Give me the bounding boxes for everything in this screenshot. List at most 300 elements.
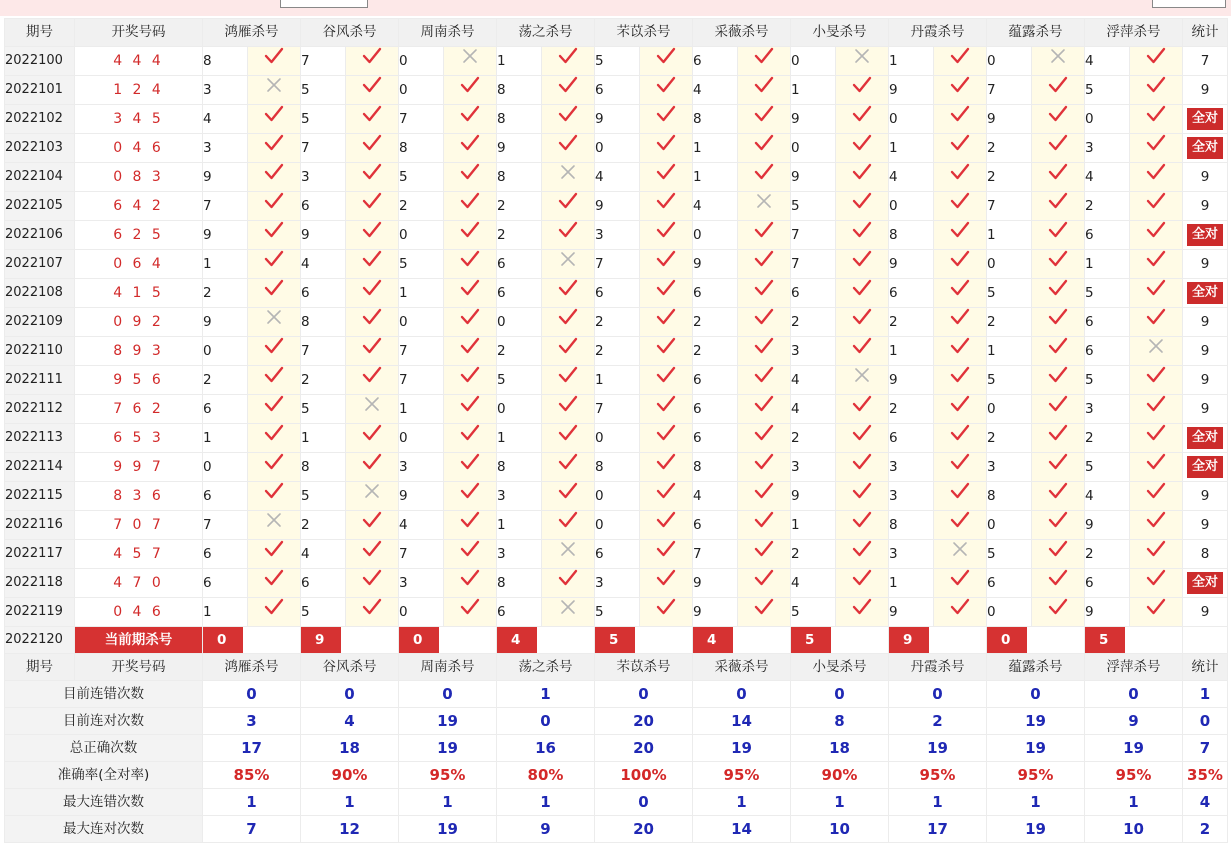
check-icon xyxy=(656,489,676,504)
miss-mark-cell xyxy=(346,482,399,511)
hit-mark-cell xyxy=(346,134,399,163)
col-draw-header: 开奖号码 xyxy=(75,654,203,681)
summary-stat-value: 0 xyxy=(1183,708,1228,735)
kill-number-cell: 9 xyxy=(889,250,934,279)
issue-cell: 2022114 xyxy=(5,453,75,482)
hit-mark-cell xyxy=(444,511,497,540)
hit-mark-cell xyxy=(738,540,791,569)
current-kill-number: 4 xyxy=(497,627,537,653)
kill-number-cell: 4 xyxy=(693,76,738,105)
hit-mark-cell xyxy=(738,250,791,279)
current-row xyxy=(5,627,1228,654)
kill-number-cell: 8 xyxy=(497,163,542,192)
draw-number-cell: 4 5 7 xyxy=(75,540,203,569)
draw-number-cell: 4 7 0 xyxy=(75,569,203,598)
col-expert-header[interactable]: 周南杀号 xyxy=(399,19,497,47)
kill-number-cell: 5 xyxy=(1085,279,1130,308)
kill-number-cell: 2 xyxy=(791,540,836,569)
all-right-badge: 全对 xyxy=(1187,224,1223,246)
kill-number-cell: 3 xyxy=(889,482,934,511)
check-icon xyxy=(656,112,676,127)
hit-mark-cell xyxy=(1130,221,1183,250)
kill-number-cell: 1 xyxy=(791,76,836,105)
miss-mark-cell xyxy=(346,395,399,424)
summary-value: 0 xyxy=(791,681,889,708)
kill-number-cell: 6 xyxy=(693,424,738,453)
check-icon xyxy=(558,489,578,504)
kill-number-cell: 6 xyxy=(301,192,346,221)
table-row xyxy=(5,105,1228,134)
kill-number-cell: 6 xyxy=(203,482,248,511)
hit-mark-cell xyxy=(346,366,399,395)
kill-number-cell: 5 xyxy=(399,163,444,192)
check-icon xyxy=(558,460,578,475)
miss-mark-cell xyxy=(248,511,301,540)
kill-number-cell: 6 xyxy=(693,366,738,395)
summary-value: 19 xyxy=(399,735,497,762)
draw-number-cell: 7 0 7 xyxy=(75,511,203,540)
kill-number-cell: 1 xyxy=(399,395,444,424)
check-icon xyxy=(754,170,774,185)
current-kill-cell xyxy=(987,627,1085,654)
check-icon xyxy=(362,576,382,591)
current-kill-cell xyxy=(399,627,497,654)
check-icon xyxy=(656,431,676,446)
summary-value: 95% xyxy=(1085,762,1183,789)
hit-mark-cell xyxy=(346,453,399,482)
kill-number-cell: 0 xyxy=(203,337,248,366)
kill-number-cell: 2 xyxy=(595,308,640,337)
kill-number-cell: 6 xyxy=(301,569,346,598)
summary-value: 18 xyxy=(301,735,399,762)
summary-value: 0 xyxy=(399,681,497,708)
summary-label: 总正确次数 xyxy=(5,735,203,762)
hit-mark-cell xyxy=(542,221,595,250)
kill-number-cell: 9 xyxy=(301,221,346,250)
hit-mark-cell xyxy=(542,395,595,424)
summary-value: 3 xyxy=(203,708,301,735)
top-toolbar-strip xyxy=(0,0,1231,16)
hit-mark-cell xyxy=(542,366,595,395)
kill-number-cell: 6 xyxy=(595,540,640,569)
check-icon xyxy=(460,286,480,301)
hit-mark-cell xyxy=(1032,453,1085,482)
hit-mark-cell xyxy=(248,482,301,511)
hit-mark-cell xyxy=(1130,482,1183,511)
summary-value: 20 xyxy=(595,816,693,843)
kill-number-cell: 0 xyxy=(595,482,640,511)
current-kill-cell xyxy=(203,627,301,654)
summary-value: 90% xyxy=(791,762,889,789)
summary-section xyxy=(5,654,1228,681)
kill-number-cell: 3 xyxy=(595,221,640,250)
check-icon xyxy=(852,431,872,446)
kill-number-cell: 6 xyxy=(987,569,1032,598)
draw-number-cell: 0 9 2 xyxy=(75,308,203,337)
kill-number-cell: 9 xyxy=(497,134,542,163)
hit-mark-cell xyxy=(738,424,791,453)
hit-mark-cell xyxy=(1032,569,1085,598)
stat-cell xyxy=(1183,424,1228,453)
kill-number-cell: 1 xyxy=(497,424,542,453)
check-icon xyxy=(362,112,382,127)
table-row xyxy=(5,511,1228,540)
hit-mark-cell xyxy=(934,279,987,308)
current-kill-cell xyxy=(693,627,791,654)
summary-value: 1 xyxy=(301,789,399,816)
summary-label: 最大连对次数 xyxy=(5,816,203,843)
period-select[interactable] xyxy=(280,0,368,8)
summary-row xyxy=(5,816,1228,843)
check-icon xyxy=(754,257,774,272)
kill-number-cell: 1 xyxy=(203,598,248,627)
miss-mark-cell xyxy=(836,366,889,395)
kill-number-cell: 2 xyxy=(399,192,444,221)
check-icon xyxy=(950,315,970,330)
summary-value: 95% xyxy=(987,762,1085,789)
kill-number-cell: 5 xyxy=(301,105,346,134)
check-icon xyxy=(460,257,480,272)
stat-cell xyxy=(1183,453,1228,482)
col-expert-header[interactable]: 丹霞杀号 xyxy=(889,19,987,47)
summary-value: 1 xyxy=(399,789,497,816)
kill-number-cell: 3 xyxy=(399,453,444,482)
check-icon xyxy=(754,373,774,388)
hit-mark-cell xyxy=(836,250,889,279)
kill-number-cell: 0 xyxy=(399,76,444,105)
check-icon xyxy=(558,199,578,214)
check-icon xyxy=(460,83,480,98)
kill-number-cell: 7 xyxy=(203,511,248,540)
table-row xyxy=(5,221,1228,250)
kill-number-cell: 1 xyxy=(1085,250,1130,279)
hit-mark-cell xyxy=(248,279,301,308)
draw-number-cell: 0 4 6 xyxy=(75,598,203,627)
all-right-badge: 全对 xyxy=(1187,137,1223,159)
kill-number-cell: 2 xyxy=(693,308,738,337)
kill-number-cell: 3 xyxy=(595,569,640,598)
kill-number-cell: 3 xyxy=(399,569,444,598)
current-kill-number: 0 xyxy=(987,627,1027,653)
check-icon xyxy=(1146,431,1166,446)
check-icon xyxy=(362,141,382,156)
hit-mark-cell xyxy=(738,569,791,598)
hit-mark-cell xyxy=(444,76,497,105)
kill-number-cell: 0 xyxy=(987,511,1032,540)
kill-number-cell: 3 xyxy=(203,134,248,163)
hit-mark-cell xyxy=(1032,76,1085,105)
hit-mark-cell xyxy=(444,250,497,279)
table-row xyxy=(5,134,1228,163)
kill-number-cell: 5 xyxy=(301,482,346,511)
stat-cell: 9 xyxy=(1183,337,1228,366)
miss-mark-cell xyxy=(738,192,791,221)
check-icon xyxy=(460,141,480,156)
check-icon xyxy=(558,112,578,127)
kill-number-cell: 7 xyxy=(301,47,346,76)
check-icon xyxy=(362,460,382,475)
hit-mark-cell xyxy=(1130,395,1183,424)
cross-icon xyxy=(364,488,380,503)
draw-number-cell: 4 1 5 xyxy=(75,279,203,308)
check-icon xyxy=(656,518,676,533)
kill-number-cell: 0 xyxy=(1085,105,1130,134)
kill-number-cell: 7 xyxy=(791,221,836,250)
kill-number-cell: 7 xyxy=(791,250,836,279)
col-expert-header[interactable]: 小旻杀号 xyxy=(791,19,889,47)
col-expert-header: 丹霞杀号 xyxy=(889,654,987,681)
current-kill-number: 0 xyxy=(399,627,439,653)
check-icon xyxy=(264,402,284,417)
kill-number-cell: 7 xyxy=(399,366,444,395)
kill-number-cell: 0 xyxy=(497,395,542,424)
hit-mark-cell xyxy=(248,424,301,453)
hit-mark-cell xyxy=(248,395,301,424)
kill-number-cell: 1 xyxy=(595,366,640,395)
col-expert-header[interactable]: 采薇杀号 xyxy=(693,19,791,47)
hit-mark-cell xyxy=(640,366,693,395)
kill-number-cell: 4 xyxy=(1085,47,1130,76)
table-row xyxy=(5,308,1228,337)
kill-number-cell: 7 xyxy=(301,134,346,163)
check-icon xyxy=(264,373,284,388)
summary-value: 0 xyxy=(497,708,595,735)
kill-number-cell: 3 xyxy=(301,163,346,192)
kill-number-cell: 4 xyxy=(203,105,248,134)
hit-mark-cell xyxy=(934,337,987,366)
check-icon xyxy=(852,402,872,417)
kill-number-cell: 6 xyxy=(203,395,248,424)
kill-number-cell: 0 xyxy=(399,598,444,627)
table-row xyxy=(5,395,1228,424)
check-icon xyxy=(460,576,480,591)
kill-number-cell: 4 xyxy=(791,569,836,598)
check-icon xyxy=(362,257,382,272)
issue-cell: 2022106 xyxy=(5,221,75,250)
hit-mark-cell xyxy=(1032,395,1085,424)
current-kill-number: 5 xyxy=(1085,627,1125,653)
kill-number-cell: 6 xyxy=(693,279,738,308)
hit-mark-cell xyxy=(1130,569,1183,598)
kill-number-cell: 5 xyxy=(1085,366,1130,395)
kill-number-cell: 1 xyxy=(203,250,248,279)
kill-number-cell: 0 xyxy=(595,134,640,163)
check-icon xyxy=(950,489,970,504)
hit-mark-cell xyxy=(248,598,301,627)
summary-row xyxy=(5,789,1228,816)
summary-value: 0 xyxy=(987,681,1085,708)
issue-cell: 2022103 xyxy=(5,134,75,163)
col-expert-header[interactable]: 荡之杀号 xyxy=(497,19,595,47)
hit-mark-cell xyxy=(542,105,595,134)
check-icon xyxy=(264,199,284,214)
hit-mark-cell xyxy=(836,105,889,134)
hit-mark-cell xyxy=(640,511,693,540)
check-icon xyxy=(558,315,578,330)
kill-number-cell: 5 xyxy=(1085,453,1130,482)
current-kill-number: 5 xyxy=(791,627,831,653)
kill-number-cell: 6 xyxy=(497,598,542,627)
col-expert-header[interactable]: 蕴露杀号 xyxy=(987,19,1085,47)
summary-value: 9 xyxy=(1085,708,1183,735)
check-icon xyxy=(656,576,676,591)
hit-mark-cell xyxy=(934,192,987,221)
issue-cell: 2022102 xyxy=(5,105,75,134)
check-icon xyxy=(1048,373,1068,388)
col-expert-header[interactable]: 芣苡杀号 xyxy=(595,19,693,47)
col-expert-header: 芣苡杀号 xyxy=(595,654,693,681)
check-icon xyxy=(950,373,970,388)
check-icon xyxy=(852,257,872,272)
summary-value: 0 xyxy=(1085,681,1183,708)
hit-mark-cell xyxy=(640,482,693,511)
hit-mark-cell xyxy=(248,47,301,76)
kill-number-cell: 7 xyxy=(399,337,444,366)
hit-mark-cell xyxy=(1130,192,1183,221)
hit-mark-cell xyxy=(738,453,791,482)
issue-cell: 2022111 xyxy=(5,366,75,395)
kill-number-cell: 6 xyxy=(693,395,738,424)
summary-stat-value: 7 xyxy=(1183,735,1228,762)
hit-mark-cell xyxy=(346,540,399,569)
kill-number-cell: 1 xyxy=(203,424,248,453)
summary-value: 19 xyxy=(987,735,1085,762)
check-icon xyxy=(362,431,382,446)
col-expert-header: 浮萍杀号 xyxy=(1085,654,1183,681)
col-expert-header[interactable]: 浮萍杀号 xyxy=(1085,19,1183,47)
check-icon xyxy=(558,141,578,156)
kill-number-cell: 3 xyxy=(791,453,836,482)
summary-value: 10 xyxy=(1085,816,1183,843)
kill-number-cell: 9 xyxy=(791,482,836,511)
check-icon xyxy=(1048,518,1068,533)
hit-mark-cell xyxy=(640,192,693,221)
hit-mark-cell xyxy=(248,134,301,163)
check-icon xyxy=(558,518,578,533)
hit-mark-cell xyxy=(836,192,889,221)
kill-number-cell: 4 xyxy=(1085,482,1130,511)
check-icon xyxy=(852,547,872,562)
hit-mark-cell xyxy=(640,540,693,569)
hit-mark-cell xyxy=(1032,221,1085,250)
stat-cell: 9 xyxy=(1183,511,1228,540)
kill-number-cell: 8 xyxy=(889,221,934,250)
col-issue-header: 期号 xyxy=(5,654,75,681)
current-kill-number: 9 xyxy=(301,627,341,653)
current-period xyxy=(5,627,1228,654)
kill-number-cell: 9 xyxy=(693,598,738,627)
issue-cell: 2022109 xyxy=(5,308,75,337)
summary-value: 20 xyxy=(595,708,693,735)
summary-value: 18 xyxy=(791,735,889,762)
table-row xyxy=(5,192,1228,221)
summary-stat-value: 1 xyxy=(1183,681,1228,708)
col-expert-header[interactable]: 谷风杀号 xyxy=(301,19,399,47)
kill-number-cell: 0 xyxy=(203,453,248,482)
check-icon xyxy=(1146,141,1166,156)
issue-cell: 2022118 xyxy=(5,569,75,598)
hit-mark-cell xyxy=(542,47,595,76)
cross-icon xyxy=(560,604,576,619)
summary-stat-value: 4 xyxy=(1183,789,1228,816)
hit-mark-cell xyxy=(346,47,399,76)
stat-cell: 9 xyxy=(1183,598,1228,627)
hit-mark-cell xyxy=(1130,250,1183,279)
kill-number-cell: 5 xyxy=(301,598,346,627)
summary-value: 10 xyxy=(791,816,889,843)
kill-number-cell: 0 xyxy=(693,221,738,250)
check-icon xyxy=(460,460,480,475)
hit-mark-cell xyxy=(640,424,693,453)
col-expert-header: 鸿雁杀号 xyxy=(203,654,301,681)
draw-number-cell: 0 4 6 xyxy=(75,134,203,163)
check-icon xyxy=(950,605,970,620)
check-icon xyxy=(460,402,480,417)
kill-number-cell: 2 xyxy=(1085,192,1130,221)
kill-number-cell: 8 xyxy=(497,105,542,134)
hit-mark-cell xyxy=(1032,163,1085,192)
summary-value: 1 xyxy=(497,681,595,708)
cross-icon xyxy=(560,256,576,271)
check-icon xyxy=(950,402,970,417)
summary-value: 95% xyxy=(889,762,987,789)
table-row xyxy=(5,540,1228,569)
summary-value: 2 xyxy=(889,708,987,735)
col-expert-header: 周南杀号 xyxy=(399,654,497,681)
summary-value: 1 xyxy=(693,789,791,816)
draw-number-cell: 6 2 5 xyxy=(75,221,203,250)
kill-number-cell: 6 xyxy=(301,279,346,308)
kill-number-table xyxy=(4,18,1228,843)
check-icon xyxy=(1048,112,1068,127)
check-icon xyxy=(264,605,284,620)
hit-mark-cell xyxy=(346,511,399,540)
check-icon xyxy=(1146,315,1166,330)
kill-number-cell: 7 xyxy=(987,76,1032,105)
hit-mark-cell xyxy=(738,76,791,105)
issue-cell: 2022100 xyxy=(5,47,75,76)
hit-mark-cell xyxy=(444,395,497,424)
col-expert-header[interactable]: 鸿雁杀号 xyxy=(203,19,301,47)
search-input[interactable] xyxy=(1152,0,1226,8)
check-icon xyxy=(460,373,480,388)
check-icon xyxy=(460,547,480,562)
kill-number-cell: 3 xyxy=(203,76,248,105)
check-icon xyxy=(1146,228,1166,243)
hit-mark-cell xyxy=(934,163,987,192)
summary-value: 0 xyxy=(595,789,693,816)
hit-mark-cell xyxy=(444,337,497,366)
summary-value: 0 xyxy=(693,681,791,708)
hit-mark-cell xyxy=(738,134,791,163)
summary-value: 19 xyxy=(693,735,791,762)
summary-value: 19 xyxy=(399,816,497,843)
hit-mark-cell xyxy=(640,163,693,192)
check-icon xyxy=(264,489,284,504)
check-icon xyxy=(264,576,284,591)
kill-number-cell: 3 xyxy=(1085,134,1130,163)
hit-mark-cell xyxy=(542,482,595,511)
kill-number-cell: 9 xyxy=(595,105,640,134)
kill-number-cell: 8 xyxy=(301,308,346,337)
kill-number-cell: 5 xyxy=(987,279,1032,308)
kill-number-cell: 3 xyxy=(791,337,836,366)
draw-number-cell: 0 8 3 xyxy=(75,163,203,192)
kill-number-cell: 9 xyxy=(889,366,934,395)
hit-mark-cell xyxy=(640,453,693,482)
stat-cell: 9 xyxy=(1183,308,1228,337)
summary-label: 准确率(全对率) xyxy=(5,762,203,789)
